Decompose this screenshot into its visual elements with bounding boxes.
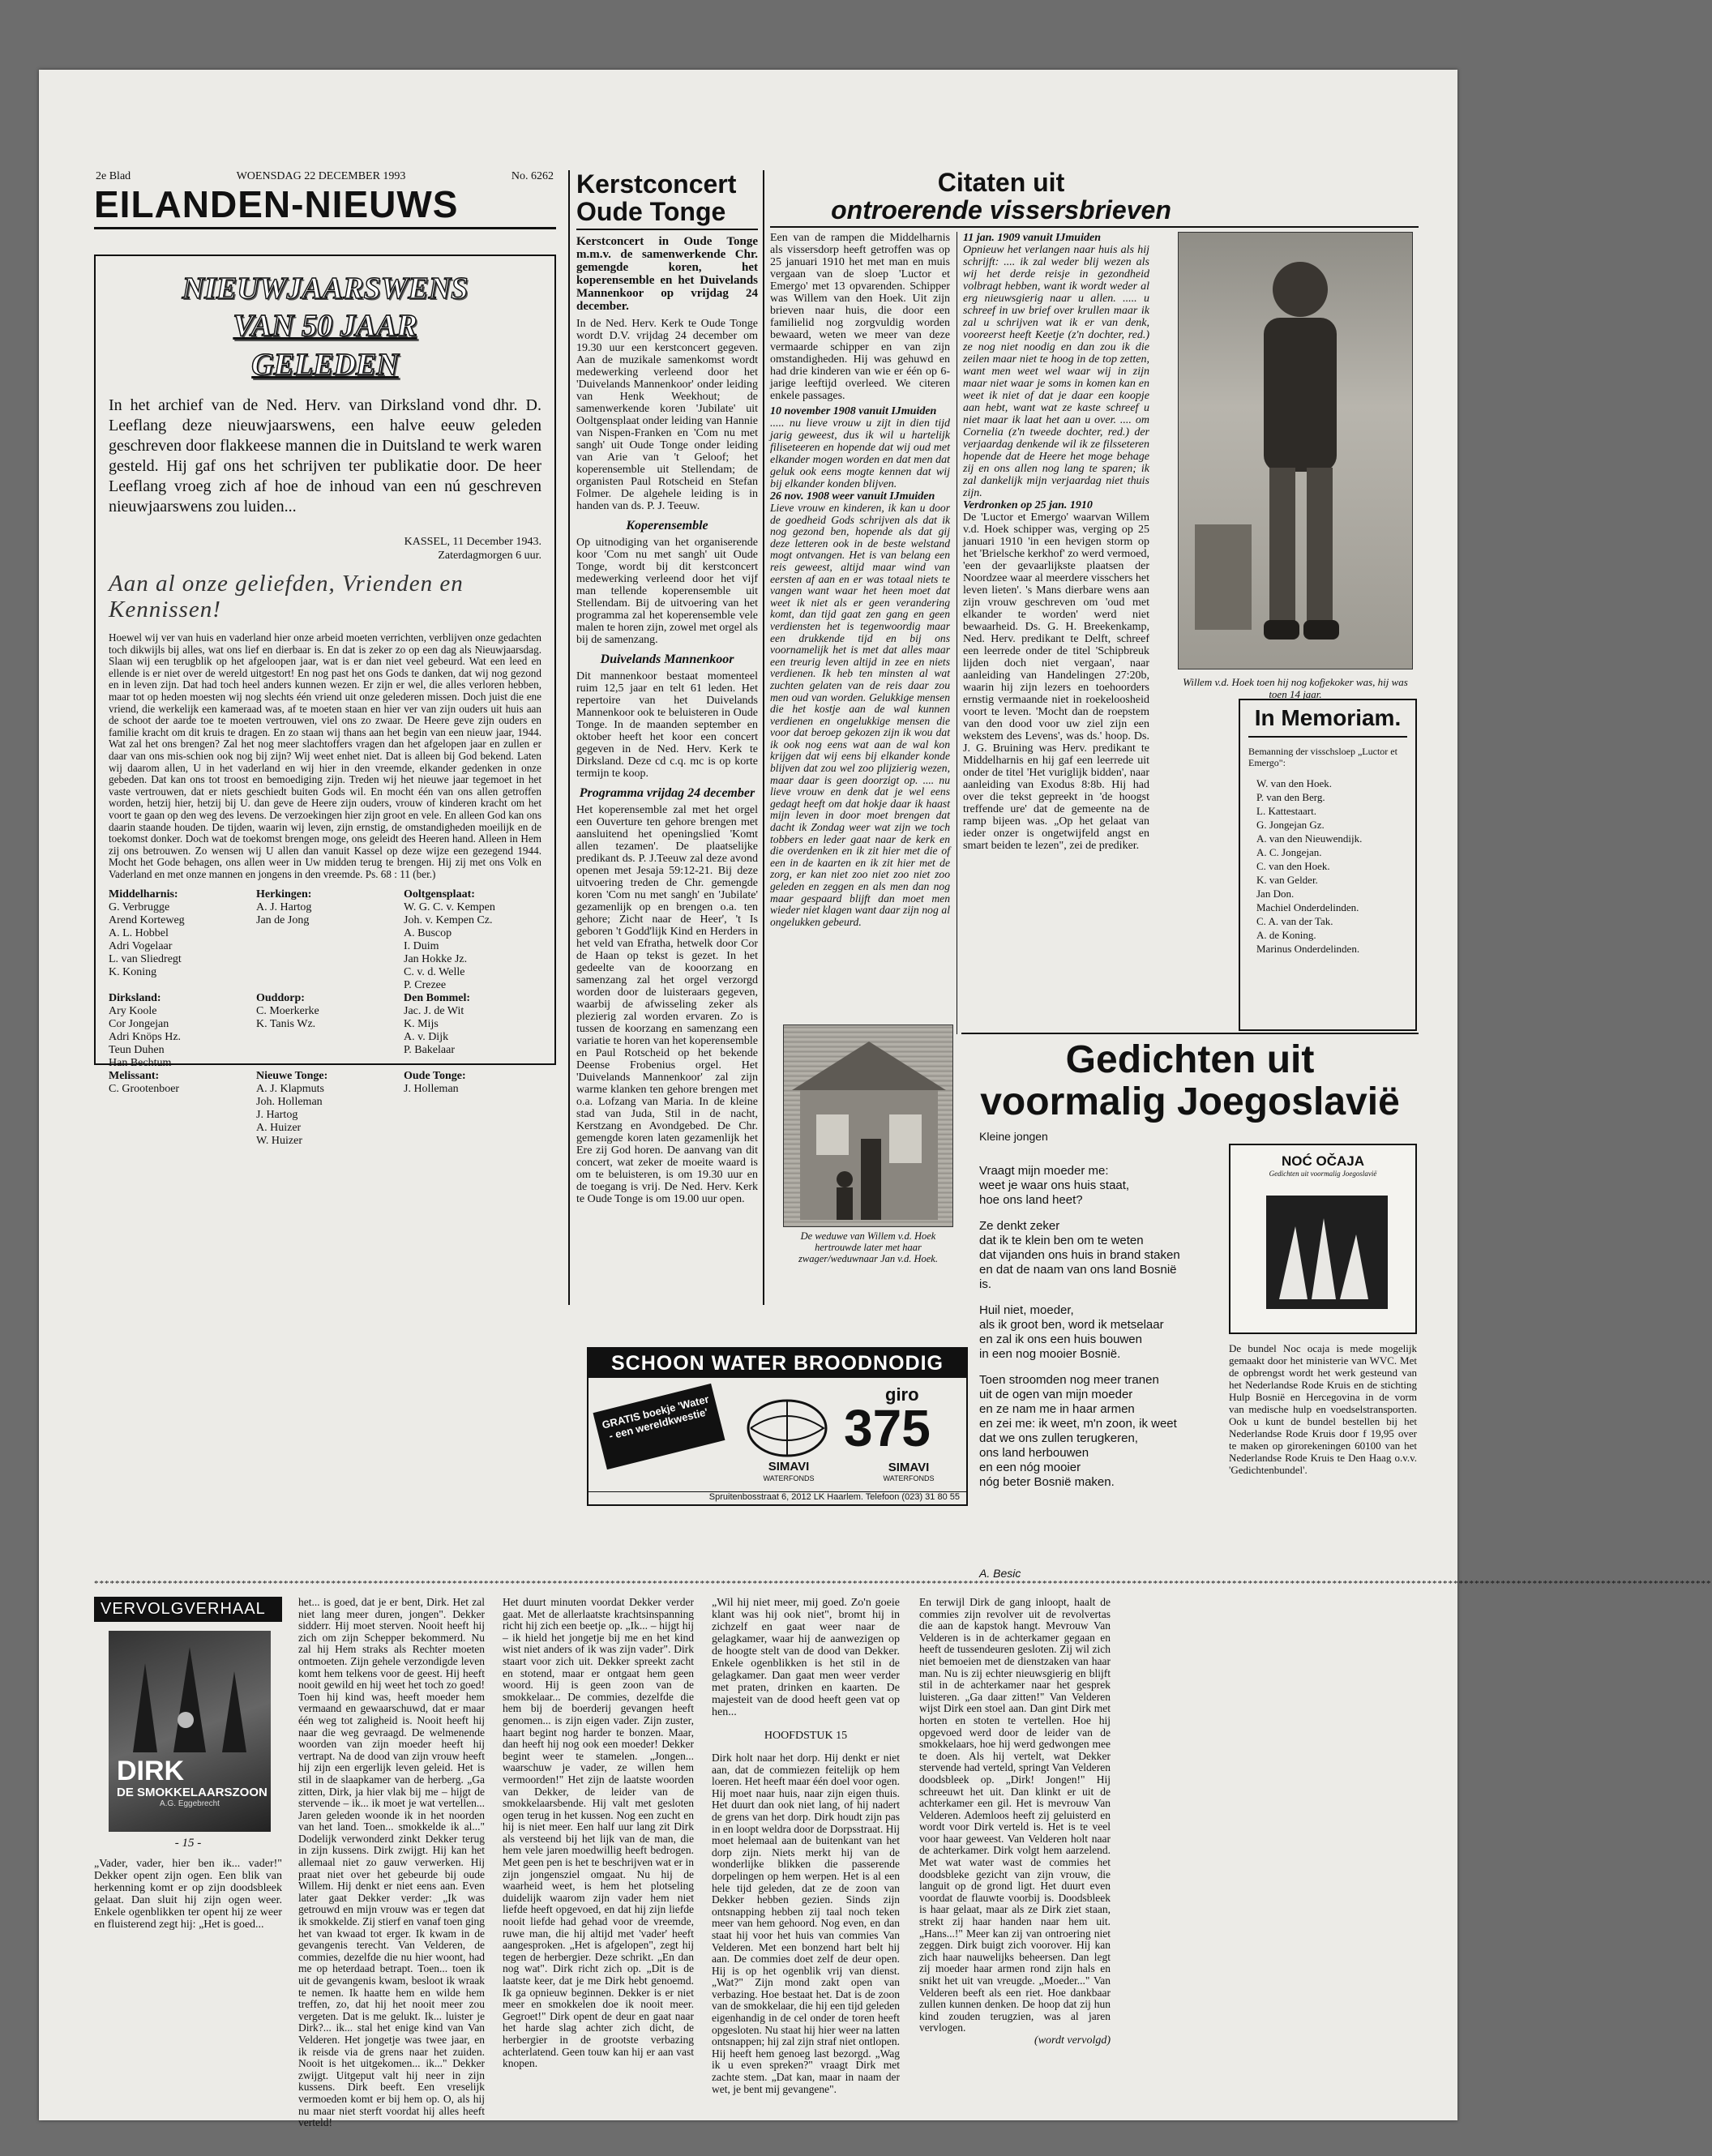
signature-name: A. Buscop (404, 927, 452, 940)
nieuwjaarswens-article (94, 255, 556, 1148)
nw-signatures (109, 888, 541, 1148)
signature-name: Adri Vogelaar (109, 940, 173, 953)
poem-line: weet je waar ons huis staat, (979, 1179, 1130, 1192)
poem-line: Huil niet, moeder, (979, 1303, 1074, 1317)
ad-org-sub: WATERFONDS (763, 1474, 815, 1482)
kerstconcert-article (576, 170, 758, 1205)
poem (979, 1164, 1214, 1501)
citaten-title (770, 169, 1232, 224)
kc-sub3: Programma vrijdag 24 december (579, 786, 755, 800)
forest-icon (109, 1631, 271, 1752)
signature-place: Oude Tonge: (404, 1070, 466, 1083)
nw-intro: In het archief van de Ned. Herv. van Dirksland vond dhr. D. Leeflang deze nieuwjaarswens, een halve eeuw geleden geschreven door flakkeese mannen die in Duitsland te werk waren gesteld. Hij gaf ons het schrijven ter publikatie door. De heer Leeflang vroeg zich af hoe de inhoud van een nú geschreven nieuwjaarswens zou luiden... (109, 396, 541, 515)
signature-place: Nieuwe Tonge: (256, 1070, 328, 1083)
poem-line: uit de ogen van mijn moeder (979, 1388, 1133, 1401)
cit-h2: 26 nov. 1908 weer vanuit IJmuiden (770, 490, 935, 503)
book-note: De bundel Noc ocaja is mede mogelijk gemaakt door het ministerie van WVC. Met de opbrengst wordt het werk gesteund van het Nederlandse Rode Kruis en de stichting Hulp Bosnië en Hercegovina in de vorm van medische hulp en voedselstransporten. Ook u kunt de bundel bestellen bij het Nederlandse Rode Kruis door f 19,95 over te maken op girorekeningen 60100 van het Nederlandse Rode Kruis te Den Haag o.v.v. 'Gedichtenbundel'. (1229, 1342, 1417, 1476)
crew-member: A. van den Nieuwendijk. (1256, 832, 1363, 845)
signature-place: Middelharnis: (109, 888, 178, 901)
cit-col2-q1: Opnieuw het verlangen naar huis als hij schrijft: .... ik zal weder blij wezen als wij het derde reisje in gezondheid volbragt hebben, want ik wordt weder al erg nieuwsgierig naar u allen. ..... u schreef in uw brief over krullen maar ik zal u schrijven wat ik er van denk, vooreerst heeft Keetje (z'n dochter, red.) ze nog niet noodig en dan zou ik die zeilen maar niet te hoog in de top zetten, want men weet wel waar wij in zijn maar niet waar je soms in komen kan en weet ik niet of dat je daar een koopje aan hebt, want wat ze kaste schreef u niet maar ik laat het aan u over. .... om Cornelia (z'n tweede dochter, red.) der verjaardag denkende wil ik ze filsseteren hopende dat de Heere het moge behage zij en ons allen nog lang te sparen; ik zal dankelijk mijn verjaardag niet thuis zijn. (963, 244, 1149, 499)
gedichten-title (963, 1039, 1417, 1123)
kc-p4: Het koperensemble zal met het orgel een Ouverture ten gehore brengen met aansluitend het openingslied 'Komt allen tezamen'. De plaatselijke predikant ds. P. J.Teeuw zal deze avond openen met Jesaja 59:12-21. Bij deze uitvoering treden de Chr. gemengde koren 'Com nu met sangh' en 'Jubilate' gezamenlijk op en brengen o.a. ten gehore; Zicht naar de Heer', 't Is geboren 't Godd'lijk Kind en Herders in het veld van Efratha, hetwelk door Cor de Haan op tekst is gezet. In het gedeelte van de kooorzang en samenzang zal het orgel verzorgd worden door de luisteraars gegeven, waarbij de afwisseling zeker als plezierig zal worden ervaren. Zo is tussen de koorzang en samenzang een variatie te horen van het koperensemble en Paul Rotscheid op het bekende Deense Frobenius orgel. Het 'Duivelands Mannenkoor' zal zijn warme klanken ten gehore brengen met o.a. Lofzang van Maria. In de kleine stad van Juda, Stil in de nacht, Kerstzang en Avondgebed. De Chr. gemengde koren laten gezamenlijk het Ere zij God horen. De aanvang van dit concert, wat zeker de moeite waard is om te beluisteren, is om 19.30 uur en de toegang is vrij. De Ned. Herv. Kerk te Oude Tonge is om 19.00 uur open. (576, 804, 758, 1205)
cit-q2: Lieve vrouw en kinderen, ik kan u door de goedheid Gods schrijven als dat ik nog gezond ben, hopende als dat gij deze letteren ook in de beste welstand mogt ontvangen. Het is van belang een reis geweest, altijd maar wind van eersten af aan en er was totaal niets te vangen want waar het heen moet dat weet ik niet als er geen verandering komt, dan tijd gaat zen gang en geen verdiensten het is tegenwoordig maar een drukkende tijd en bij ons voornamelijk het is met dat alles maar een treurig leven altijd in zee en niets verdienen. Ik heb ten minsten al wat zuchten gelaten van de reis daar zou men oud van worden. Gelukkige mensen die het kostje aan de wal kunnen verdienen en ongelukkige mensen die voor dat beroep gekozen zijn ik wou dat ik ook nog eens wat aan de wal kon krijgen dat wij eens bij elkander konde blijven dat zou wel zoo plijzierig wezen, maar daar is geen doorzigt op. .... nu lieve vrouw en denk dat je wel eens gedagt heeft om dat hokje daar ik haast mijn leven in door moet brengen dat dacht ik Zondag weer wat zijn we toch tobbers en leder gaat naar de kerk en die overdenken en ik zit hier met die of een in de kaarten en ik zit hier met de zorg, er kan niet zoo niet zoo niet zoo geleden en zeggen en als men dan nog maar gespaard blijft dan moet men wieder niet klagen want daar zijn nog al ongelukken gebeurd. (770, 502, 950, 928)
signature-group (404, 992, 541, 1070)
nw-title-1: NIEUWJAARSWENS (182, 272, 469, 306)
poem-stanza-3 (979, 1303, 1214, 1362)
kc-p3: Dit mannenkoor bestaat momenteel ruim 12,5 jaar en telt 61 leden. Het repertoire van het Duivelands Mannenkoor ook te beluisteren in Oude Tonge. In de maanden september en oktober heeft het koor een concert gegeven in de Ned. Herv. Kerk te Dirksland. Deze cd c.q. mc is op korte termijn te koop. (576, 670, 758, 780)
signature-name: Teun Duhen (109, 1044, 165, 1057)
signature-name: Ary Koole (109, 1005, 157, 1018)
serial-cover-subtitle: DE SMOKKELAARSZOON (117, 1786, 268, 1799)
book-cover (1229, 1144, 1417, 1334)
signature-place: Den Bommel: (404, 992, 471, 1005)
crew-member: A. de Koning. (1256, 929, 1316, 941)
widow-photo (783, 1025, 953, 1227)
book-cover-sub: Gedichten uit voormalig Joegoslavië (1269, 1170, 1377, 1178)
signature-place: Melissant: (109, 1070, 160, 1083)
serial-col0: „Vader, vader, hier ben ik... vader!" Dekker opent zijn ogen. Een blik van herkenning komt er op zijn doodsbleek gelaat. Dan sluit hij zijn ogen weer. Enkele ogenblikken ter opent hij ze weer en fluisterend zegt hij: „Het is goed... (94, 1858, 282, 1931)
crew-member: K. van Gelder. (1256, 874, 1318, 886)
crew-member: G. Jongejan Gz. (1256, 819, 1325, 831)
kc-p1: In de Ned. Herv. Kerk te Oude Tonge wordt D.V. vrijdag 24 december om 19.30 uur een kerstconcert gegeven. Aan de muzikale samenkomst wordt medewerking verleend door het 'Duivelands Mannenkoor' onder leiding van Henk Weekhout; de samenwerkende koren 'Jubilate' uit Ooltgensplaat onder leiding van Hannie van Nispen-Franken en 'Com nu met sangh' uit Oude Tonge onder leiding van Arie van 't Geloof; het koperensemble uit Stellendam; de organisten Paul Rotscheid en Stefan Folmer. De algehele leiding is in handen van ds. P. J. Teeuw. (576, 318, 758, 512)
serial-chapter: - 15 - (174, 1837, 202, 1850)
nw-salutation: Aan al onze geliefden, Vrienden en Kennissen! (109, 571, 464, 622)
signature-group (256, 1070, 394, 1148)
crew-member: Jan Don. (1256, 888, 1295, 900)
signature-name: W. Huizer (256, 1135, 303, 1148)
ad-badge: GRATIS boekje 'Water - een wereldkwestie' (593, 1384, 725, 1469)
cit-col2-h1: 11 jan. 1909 vanuit IJmuiden (963, 232, 1101, 244)
signature-group (404, 888, 541, 992)
issue-date: WOENSDAG 22 DECEMBER 1993 (236, 170, 406, 182)
signature-name: C. v. d. Welle (404, 966, 465, 979)
poem-line: en ze nam me in haar armen (979, 1402, 1135, 1416)
nw-letter: Hoewel wij ver van huis en vaderland hier onze arbeid moeten verrichten, verblijven onze gedachten toch dikwijls bij alles, wat ons lief en dierbaar is. En dat is zeker zo op een dag als Nieuwjaarsdag. Slaan wij een terugblik op het afgeloopen jaar, wat is er dan niet veel gebeurd. Wat een leed en ellende is er niet over de wereld uitgestort! En nog past het ons Gods te danken, dat wij nog gezond en in leven zijn. Dat had toch heel anders kunnen wezen. Er zijn er wel, die alles verloren hebben, maar tot op heden moesten wij nog slechts één vriend uit onze gelederen missen. Doch juist die ene vriend, die werkelijk een kameraad was, af te moeten staan en hier ver van zijn ouders uit huis aan de schoot der aarde toe te moeten vertrouwen, viel ons zo zwaar. De Heere geve zijn ouders en familie kracht om dit kruis te dragen. En zo staan wij thans aan het begin van een nieuw jaar, 1944. Wat zal het ons brengen? Zal het nog meer slachtoffers vragen dan het afgelopen jaar en zullen er daar van ons mis-schien ook nog bij zijn? Wij weet enhet niet. Dat is alleen bij God bekend. Laten wij daarom allen, U in het vaderland en wij hier in den vreemde, elkander gedenken in onze gebeden. Dat kan ons tot troost en bemoediging zijn. Treden wij het nieuwe jaar tegemoet in het vaste vertrouwen, dat er niets geschiedt buiten Gods wil. En mocht één van ons allen getroffen worden, hetzij hier, hetzij bij U. dan geve de Heere zijn ouders, vrouw of kinderen kracht om het voort te gaan op den weg des levens. De verzoekingen hier zijn groot en vele. En alleen God kan ons daarin staande houden. De tijden, waarin wij leven, zijn ernstig, de omstandigheden moeilijk en de toekomst donker. Doch wat de toekomst brengen moge, ons geleidt des Heeren hand. Alleen in Hem zij ons betrouwen. Zo wensen wij U allen dan vanuit Kassel op deze wijze een gezegend 1944. Mocht het Gode behagen, ons allen weer in Uw midden terug te brengen. Hij zij met ons Volk en Vaderland en met onze mannen en jongens in den vreemde. Ps. 68 : 11 (ber.) (109, 631, 541, 880)
signature-place: Herkingen: (256, 888, 312, 901)
serial-cover-author: A.G. Eggebrecht (160, 1799, 220, 1808)
poem-line: hoe ons land heet? (979, 1193, 1083, 1207)
ad-org: SIMAVI (768, 1460, 810, 1474)
signature-group (256, 992, 394, 1070)
crew-member: C. A. van der Tak. (1256, 915, 1333, 927)
signature-name: A. Huizer (256, 1122, 302, 1135)
memoriam-intro: Bemanning der visschsloep „Luctor et Emergo": (1248, 746, 1397, 768)
signature-name: Adri Knöps Hz. (109, 1031, 182, 1044)
crew-member: A. C. Jongejan. (1256, 846, 1322, 858)
signature-name: A. J. Hartog (256, 901, 312, 914)
poem-line: Ze denkt zeker (979, 1219, 1060, 1233)
ad-address: Spruitenbosstraat 6, 2012 LK Haarlem. Telefoon (023) 31 80 55 (588, 1491, 966, 1502)
signature-name: Joh. Holleman (256, 1096, 323, 1109)
serial-label: VERVOLGVERHAAL (94, 1597, 282, 1622)
signature-name: G. Verbrugge (109, 901, 170, 914)
signature-name: L. van Sliedregt (109, 953, 182, 966)
signature-name: A. v. Dijk (404, 1031, 449, 1044)
crew-member: P. van den Berg. (1256, 791, 1325, 803)
signature-group (109, 1070, 246, 1148)
crew-member: Machiel Onderdelinden. (1256, 901, 1359, 913)
globe-icon (743, 1396, 832, 1461)
signature-name: P. Crezee (404, 979, 447, 992)
poem-line: dat vijanden ons huis in brand staken (979, 1248, 1180, 1262)
signature-name: J. Hartog (256, 1109, 298, 1122)
serial-col2: Het duurt minuten voordat Dekker verder gaat. Met de allerlaatste krachtsinspanning richt hij zich een beetje op. „Ik... – hijgt hij – ik hield het jongetje bij me en het kind wist niet anders of ik was zijn vader". Dirk staart voor zich uit. Dekker spreekt zacht en stotend, maar er ontgaat hem geen woord. Hij is geen zoon van de smokkelaar... De commies, dezelfde die hem bij de boerderij gevangen heeft genomen... is zijn eigen vader. Zijn zuster, haart begint nog harder te bonzen. Maar, dan heeft hij nog ook een moeder! Dekker begint weer te stamelen. „Jongen... waarschuw je vader, ze willen hem vermoorden!" Het zijn de laatste woorden van Dekker, de leider van de smokkelaarsbende. Hij valt met gesloten ogen terug in het kussen. Nog een zucht en hij is niet meer. Een half uur lang zit Dirk als versteend bij het lijk van de man, die hem vele jaren moedwillig heeft bedrogen. Met geen pen is het te beschrijven wat er in zijn jongensziel omgaat. Nu hij de waarheid weet, is hem het plotseling duidelijk waarom zijn vader hem niet liefde heeft opgevoed, en dat hij zijn liefde nooit liefde had gehad voor de vreemde, ruwe man, die hij altijd met 'vader' heeft aangesproken. „Het is afgelopen", zegt hij tegen de herbergier. Deze schrikt. „En dan nog wat". Dirk richt zich op. „Dit is de laatste keer, dat je me Dirk hebt genoemd. Ik ga opnieuw beginnen. Dekker is er niet meer en smokkelen doe ik nooit meer. Gegroet!" Dirk opent de deur en gaat naar het harde slag achter zich dicht, de herbergier in de grootste verbazing achterlatend. Geen touw kan hij er aan vast knopen. (503, 1596, 694, 2070)
citaten-title-1: Citaten uit (937, 168, 1065, 197)
signature-name: I. Duim (404, 940, 439, 953)
ad-org-2: SIMAVI (888, 1461, 930, 1474)
serial-col3 (712, 1597, 900, 2095)
poem-stanza-4 (979, 1373, 1214, 1490)
signature-name: Jan de Jong (256, 914, 310, 927)
nw-title-2: VAN 50 JAAR (233, 309, 417, 343)
signature-group (256, 888, 394, 992)
book-cover-title: NOĆ OČAJA (1281, 1153, 1364, 1169)
citaten-title-2: ontroerende vissersbrieven (831, 195, 1171, 225)
signature-name: Jac. J. de Wit (404, 1005, 464, 1018)
ad-giro-number: 375 (844, 1399, 931, 1457)
cit-col2-h2: Verdronken op 25 jan. 1910 (963, 499, 1093, 511)
cit-h1: 10 november 1908 vanuit IJmuiden (770, 405, 937, 417)
ad-headline: SCHOON WATER BROODNODIG (588, 1349, 966, 1378)
poem-stanza-2 (979, 1219, 1214, 1292)
poem-line: is. (979, 1277, 991, 1291)
page-number: 2e Blad (96, 170, 131, 182)
issue-number: No. 6262 (511, 170, 554, 182)
poem-line: Vraagt mijn moeder me: (979, 1164, 1109, 1178)
kc-sub2: Duivelands Mannenkoor (600, 652, 734, 666)
signature-name: C. Grootenboer (109, 1083, 180, 1096)
gedichten-title-2: voormalig Joegoslavië (980, 1080, 1400, 1123)
nw-title-3: GELEDEN (251, 348, 399, 382)
serial-col4 (919, 1597, 1111, 2047)
signature-name: Cor Jongejan (109, 1018, 169, 1031)
signature-name: P. Bakelaar (404, 1044, 455, 1057)
signature-name: Arend Korteweg (109, 914, 185, 927)
signature-name: Jan Hokke Jz. (404, 953, 468, 966)
portrait-figure-icon (1179, 233, 1414, 670)
gedichten-title-1: Gedichten uit (1065, 1038, 1315, 1081)
crew-member: C. van den Hoek. (1256, 860, 1330, 872)
kc-sub1: Koperensemble (626, 519, 708, 533)
citaten-col2 (963, 232, 1149, 852)
poem-line: en zei me: ik weet, m'n zoon, ik weet (979, 1417, 1177, 1431)
widow-caption: De weduwe van Willem v.d. Hoek hertrouwde later met haar zwager/weduwnaar Jan v.d. Hoek. (798, 1230, 938, 1264)
ad-giro-label: giro (885, 1384, 919, 1405)
poem-line: dat we ons zullen terugkeren, (979, 1431, 1138, 1445)
poem-line: dat ik te klein ben om te weten (979, 1234, 1144, 1247)
poem-line: in een nog mooier Bosnië. (979, 1347, 1121, 1361)
signature-place: Ooltgensplaat: (404, 888, 475, 901)
poem-line: en zal ik ons een huis bouwen (979, 1333, 1142, 1346)
poem-subtitle: Kleine jongen (979, 1130, 1048, 1143)
memoriam-list (1248, 776, 1407, 956)
signature-name: Han Bechtum (109, 1057, 172, 1070)
serial-chapter-head: HOOFDSTUK 15 (764, 1730, 848, 1742)
signature-name: A. J. Klapmuts (256, 1083, 324, 1096)
book-illustration-icon (1230, 1178, 1415, 1324)
signature-group (109, 992, 246, 1070)
serial-col3-a: „Wil hij niet meer, mij goed. Zo'n goeie klant was hij ook niet", bromt hij in zichzelf en gaat weer naar de gelagkamer, waar hij de aanwezigen op de hoogte stelt van de dood van Dekker. Enkele ogenblikken is het stil in de gelagkamer. Dan gaat men weer verder met praten, drinken en kaarten. De majesteit van de dood heeft geen vat op hen... (712, 1597, 900, 1718)
signature-name: Joh. v. Kempen Cz. (404, 914, 493, 927)
kc-p2: Op uitnodiging van het organiserende koor 'Com nu met sangh' uit Oude Tonge, wordt bij dit kerstconcert medewerking verleend door het vijf man tellende koperensemble uit Stellendam. Bij de uitvoering van het programma zal het koperensemble vele malen te horen zijn, zowel met orgel als bij de samenzang. (576, 537, 758, 646)
newspaper-page (39, 70, 1712, 2129)
signature-name: J. Holleman (404, 1083, 459, 1096)
poem-line: en een nóg mooier (979, 1461, 1081, 1474)
cit-intro: Een van de rampen die Middelharnis als vissersdorp heeft getroffen was op 25 januari 1910 het met man en muis vergaan van de sloep 'Luctor et Emergo' met 13 opvarenden. Schipper was Willem van den Hoek. Uit zijn brieven naar huis, die door een familielid nog zorgvuldig worden bewaard, weten we meer van deze vermaarde schipper en van zijn omstandigheden. Hij was gehuwd en had drie kinderen van wie er één op 6-jarige leeftijd overleed. We citeren enkele passages. (770, 232, 950, 402)
signature-group (109, 888, 246, 992)
poem-author: A. Besic (979, 1567, 1021, 1580)
serial-col3-b: Dirk holt naar het dorp. Hij denkt er niet aan, dat de commiezen feitelijk op hem loeren. Het heeft maar één doel voor ogen. Hij moet naar huis, naar zijn eigen thuis. Het duurt dan ook niet lang, of hij nadert de grens van het dorp. Dirk houdt zijn pas in en loopt weldra door de Dorpsstraat. Hij moet helemaal aan de buitenkant van het dorp zijn. Niets merkt hij van de wonderlijke blikken die passerende dorpelingen op hem werpen. Het is al een hele tijd geleden, dat ze de zoon van Dekker hebben gezien. Sinds zijn ontsnapping hebben zij taal noch teken meer van hem gehoord. Nog even, en dan staat hij voor het huis van commies Van Velderen. Met een bonzend hart belt hij aan. De commies doet zelf de deur open. Hij is op het ogenblik vrij van dienst. „Wat?" Zijn mond zakt open van verbazing. Hoe bestaat het. Dat is de zoon van de smokkelaar, die hij een tijd geleden eigenhandig in de cel onder de toren heeft opgesloten. Nu staat hij hier weer na latten ontsnappen; hij zal zijn straf niet ontlopen. Hij heeft hem genoeg last bezorgd. „Wag ik u even spreken?" vraagt Dirk met zachte stem. „Dat kan, maar in naam der wet, je bent mij gevangene". (712, 1752, 900, 2095)
signature-name: A. L. Hobbel (109, 927, 169, 940)
portrait-caption: Willem v.d. Hoek toen hij nog kofjekoker was, hij was toen 14 jaar. (1183, 676, 1408, 700)
crew-member: Marinus Onderdelinden. (1256, 943, 1360, 955)
serial-continued: (wordt vervolgd) (1034, 2034, 1111, 2047)
signature-place: Dirksland: (109, 992, 161, 1005)
crew-member: L. Kattestaart. (1256, 805, 1316, 817)
ad-org-sub-2: WATERFONDS (883, 1474, 935, 1482)
cit-col2-p: De 'Luctor et Emergo' waarvan Willem v.d. Hoek schipper was, verging op 25 januari 1910 'in een hevigen storm op het 'Brielsche kerkhof' zo werd vermoed, 'een der gevaarlijkste plaatsen der Noordzee waar al meerdere visschers het leven lieten'. 's Mans dierbare wens aan zijn vrouw geschreven om 'oud met elkander te worden' werd niet bewaarheid. Ds. G. H. Breekenkamp, Ned. Herv. predikant te Delft, schreef een leerrede onder de titel 'Schipbreuk lijden doch niet vergaan', naar aanleiding van Handelingen 27:20b, waarin hij zijn lezers en toehoorders ernstig vermaande niet in roekeloosheid voort te leven. 'Mocht dan de roepstem van den dood voor uw ziel zijn een wekstem des Levens', was ds.' hoop. Ds. J. G. Bruining was Herv. predikant te Middelharnis en hij gaf een leerrede uit onder de titel 'Het vuriglijk bidden', naar aanleiding van Exodus 8:8b. Hij had over die tekst gepreekt in 'de hoogst treffende ure' dat de gemeente na de ramp bijeen was. „Op het gelaat van ieder onzer is ongetwijfeld angst en smart beiden te lezen", zei de prediker. (963, 511, 1149, 852)
signature-name: K. Mijs (404, 1018, 439, 1031)
signature-name: K. Koning (109, 966, 157, 979)
simavi-ad (587, 1347, 968, 1506)
signature-place: Ouddorp: (256, 992, 305, 1005)
poem-line: nóg beter Bosnië maken. (979, 1475, 1115, 1489)
serial-col4-text: En terwijl Dirk de gang inloopt, haalt de commies zijn revolver uit de revolvertas die aan de kapstok hangt. Mevrouw Van Velderen is in de achterkamer gegaan en heeft de tussendeuren gesloten. Zij wil zich niet bemoeien met de dienstzaken van haar man. Nu is zij echter nieuwsgierig en blijft stil in de achterkamer naar het gesprek luisteren. „Ga daar zitten!" Van Velderen wijst Dirk een stoel aan. Dan gint Dirk met horten en stoten te vertellen. Hoe hij opgevoed werd door de leider van de smokkelaars, hoe hij werd gedwongen mee te doen. Als hij vertelt, wat Dekker stervende had verteld, springt Van Velderen doodsbleek op. „Dirk! Jongen!" Hij schreeuwt het uit. Dan klinkt er uit de achterkamer een gil. Het is mevrouw Van Velderen. Ademloos heeft zij geluisterd en wordt voor Dirk verteld is. Het is te veel voor haar geweest. Van Velderen holt naar de achterkamer. Dirk volgt hem aarzelend. Met wat water wast de commies het doodsbleke gezicht van zijn vrouw, die languit op de grond ligt. Het duurt even voordat de flauwte voorbij is. Doodsbleek is haar gelaat, maar als ze Dirk ziet staan, strekt zij haar handen naar hem uit. „Hans...!" Meer kan zij van ontroering niet zeggen. Dirk buigt zich voorover. Hij kan zich haar nauwelijks beheersen. Dan legt zij moeder haar armen rond zijn hals en snikt het uit van vreugde. „Moeder..." Van Velderen beeft als een riet. Hoe dankbaar zullen kunnen denken. De hoop dat zij hun kind zouden terugzien, was al jaren vervlogen. (919, 1596, 1111, 2034)
memoriam-box (1239, 699, 1417, 1031)
signature-group (404, 1070, 541, 1148)
house-icon (784, 1025, 954, 1228)
signature-name: C. Moerkerke (256, 1005, 319, 1018)
nw-time: Zaterdagmorgen 6 uur. (438, 550, 541, 562)
kc-title: Kerstconcert Oude Tonge (576, 169, 737, 226)
masthead-title: EILANDEN-NIEUWS (94, 183, 459, 225)
poem-line: Toen stroomden nog meer tranen (979, 1373, 1159, 1387)
poem-line: als ik groot ben, word ik metselaar (979, 1318, 1164, 1332)
citaten-col1 (770, 232, 950, 928)
nw-place-date: KASSEL, 11 December 1943. (404, 536, 541, 548)
cit-q1: ..... nu lieve vrouw u zijt in dien tijd jarig geweest, dus ik wil u hartelijk filiseteeren en hopende dat wij oud met elkander mogen worden en dat men dat geluk ook eens mogte kennen dat wij bij elkander konden blijven. (770, 417, 950, 490)
kc-lead: Kerstconcert in Oude Tonge m.m.v. de samenwerkende Chr. gemengde koren, het koperensemble en het Duivelands Mannenkoor op vrijdag 24 december. (576, 235, 758, 313)
signature-name: K. Tanis Wz. (256, 1018, 316, 1031)
masthead-meta (96, 170, 554, 183)
memoriam-title: In Memoriam. (1248, 705, 1407, 738)
serial-col1: het... is goed, dat je er bent, Dirk. Het zal niet lang meer duren, jongen". Dekker sidderr. Hij moet sterven. Nooit heeft hij zich om zijn Schepper bekommerd. Nu zal hij Hem straks als Rechter moeten ontmoeten. Zijn gehele verzondigde leven komt hem telkens voor de geest. Hij heeft nooit gewild en hij weet het toch zo goed! Toen hij kind was, heeft moeder hem vermaand en gewaarschuwd, dat er maar één weg tot zaligheid is. Nooit heeft hij naar die weg gevraagd. De welmenende woorden van zijn moeder heeft hij vertrapt. Na de dood van zijn vrouw heeft hij zijn een ergerlijk leven geleid. Het is stil in de slaapkamer van de herberg. „Ga zitten, Dirk, ja hier vlak bij me – hijgt de stervende – ik... ik moet je wat vertellen... Jaren geleden woonde ik in het noorden van het land. Toen... smokkelde ik al..." Dodelijk verwonderd zinkt Dekker terug in zijn kussens. Dirk zwijgt. Hij kan het allemaal niet zo gauw verwerken. Hij praat niet over het gebeurde bij oude Willem. Hij denkt er niet eens aan. Even later gaat Dekker verder: „Ik was getrouwd en mijn vrouw was er tegen dat ik smokkelde. Zij stierf en vanaf toen ging het van kwaad tot erger. Ik kwam in de gevangenis terecht. Van Velderen, de commies, dezelfde die nu hier woont, had me op heterdaad betrapt. Toen... toen ik uit de gevangenis kwam, besloot ik wraak te nemen. Ik haatte hem en wilde hem treffen, zo, dat hij het nooit meer zou vergeten. Dat is me gelukt. Ik... luister je Dirk?... ik... stal het enige kind van Van Velderen. Het jongetje was twee jaar, en ik reisde via de grens naar het zuiden. Nooit is het uitgekomen... ik..." Dekker zwijgt. Uitgeput valt hij neer in zijn kussens. Dirk beeft. Een vreselijk vermoeden komt er bij hem op. O, als hij nu maar niet sterft voordat hij alles heeft verteld! (298, 1596, 485, 2129)
signature-name: W. G. C. v. Kempen (404, 901, 495, 914)
serial-cover-title: DIRK (117, 1756, 185, 1786)
star-divider: ******************************************************************************************************************************************************************************************************************************************************************************************************************* (94, 1579, 1712, 1589)
poem-line: ons land herbouwen (979, 1446, 1089, 1460)
serial-cover (109, 1631, 271, 1832)
poem-stanza-1 (979, 1164, 1214, 1208)
crew-member: W. van den Hoek. (1256, 777, 1333, 789)
poem-line: en dat de naam van ons land Bosnië (979, 1263, 1177, 1277)
portrait-photo (1178, 232, 1413, 669)
